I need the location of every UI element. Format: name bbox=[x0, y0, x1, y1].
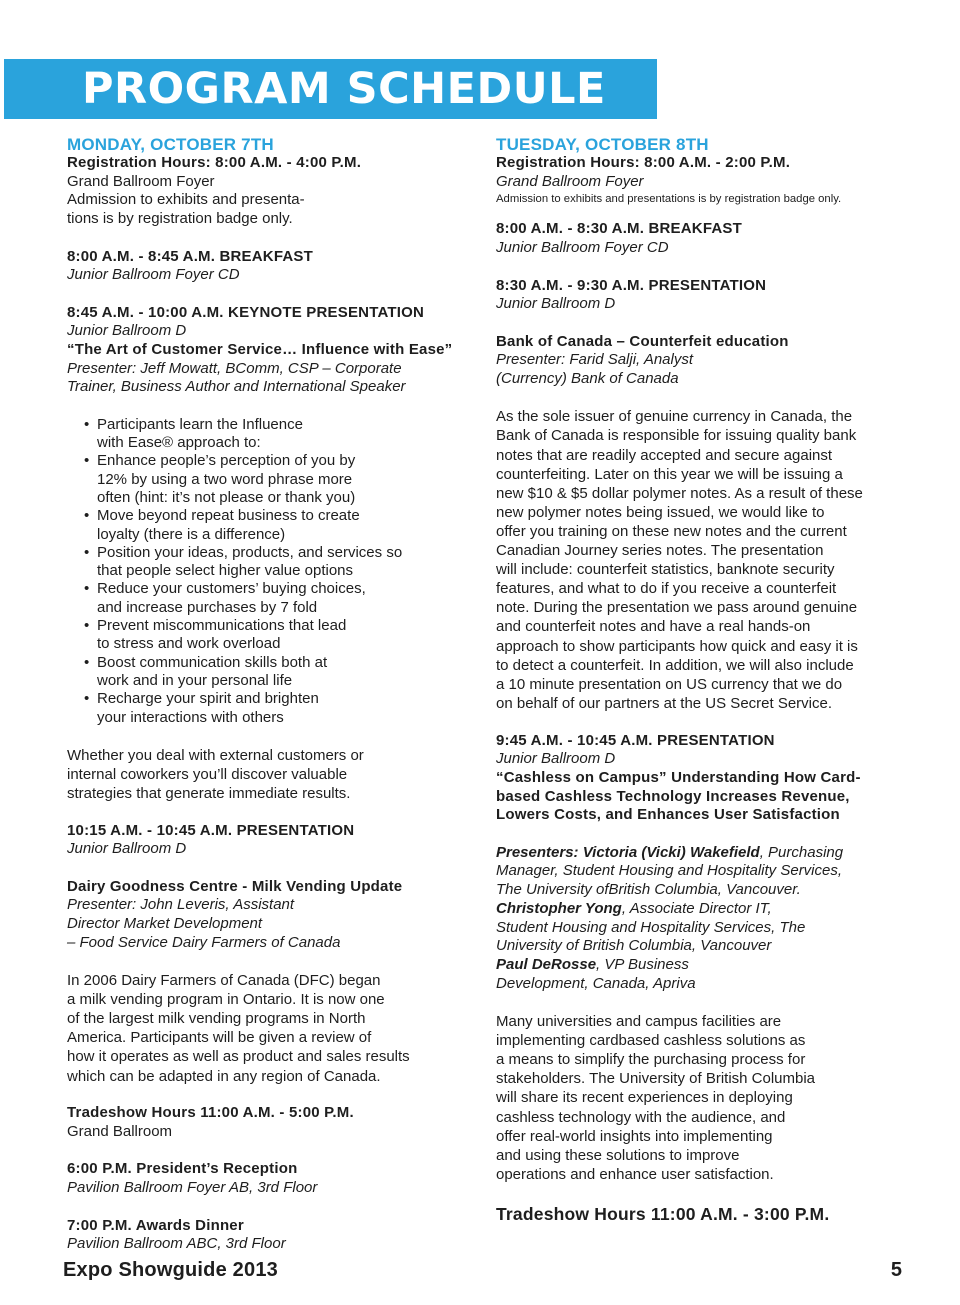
footer-title: Expo Showguide 2013 bbox=[63, 1259, 278, 1281]
dinner-location: Pavilion Ballroom ABC, 3rd Floor bbox=[67, 1235, 286, 1253]
dairy-presenter: Presenter: John Leveris, Assistant Director Market Development – Food Service Dairy Farmers of Canada bbox=[67, 896, 341, 951]
page-title: PROGRAM SCHEDULE bbox=[82, 64, 606, 114]
dairy-paragraph: In 2006 Dairy Farmers of Canada (DFC) began a milk vending program in Ontario. It is now one of the largest milk vending programs in North America. Participants will be given a review of how it operates as well as product and sales results which can be adapted in any region of Canada. bbox=[67, 972, 410, 1085]
keynote-bullet-list bbox=[67, 416, 487, 727]
monday-tradeshow-hours: Tradeshow Hours 11:00 A.M. - 5:00 P.M. bbox=[67, 1104, 354, 1122]
reception-location: Pavilion Ballroom Foyer AB, 3rd Floor bbox=[67, 1179, 318, 1197]
bank-presentation-time: 8:30 A.M. - 9:30 A.M. PRESENTATION bbox=[496, 276, 767, 294]
tuesday-admission: Admission to exhibits and presentations is by registration badge only. bbox=[496, 193, 842, 206]
keynote-paragraph: Whether you deal with external customers or internal coworkers you’ll discover valuable strategies that generate immediate results. bbox=[67, 746, 364, 802]
list-item: • Reduce your customers’ buying choices, and increase purchases by 7 fold bbox=[97, 580, 487, 617]
bank-paragraph: As the sole issuer of genuine currency in Canada, the Bank of Canada is responsible for issuing quality bank notes that are readily accepted and secure against counterfeiting. Later on this year we will be issuing a new $10 & $5 dollar polymer notes. As a result of these new polymer notes being issued, we would like to offer you training on these new notes and the current Canadian Journey series notes. The presentation will include: counterfeit statistics, banknote security features, and what to do if you receive a counterfeit note. During the presentation we pass around genuine and counterfeit notes and have a real hands-on approach to show participants how quick and easy it is to detect a counterfeit. In addition, we will also include a 10 minute presentation on US currency that we do on behalf of our partners at the US Secret Service. bbox=[496, 408, 863, 712]
dairy-presentation-location: Junior Ballroom D bbox=[67, 840, 187, 858]
monday-admission-line-1: Admission to exhibits and presenta- bbox=[67, 191, 305, 209]
monday-breakfast-location: Junior Ballroom Foyer CD bbox=[67, 266, 240, 284]
reception-time: 6:00 P.M. President’s Reception bbox=[67, 1160, 298, 1178]
tuesday-breakfast-time: 8:00 A.M. - 8:30 A.M. BREAKFAST bbox=[496, 220, 742, 238]
tuesday-tradeshow-hours: Tradeshow Hours 11:00 A.M. - 3:00 P.M. bbox=[496, 1203, 830, 1224]
keynote-title: “The Art of Customer Service… Influence with Ease” bbox=[67, 341, 453, 358]
monday-admission-line-2: tions is by registration badge only. bbox=[67, 210, 293, 228]
cashless-presentation-time: 9:45 A.M. - 10:45 A.M. PRESENTATION bbox=[496, 731, 775, 749]
bank-presentation-title: Bank of Canada – Counterfeit education bbox=[496, 332, 789, 350]
list-item: • Participants learn the Influence with Ease® approach to: bbox=[97, 416, 487, 453]
cashless-presentation-title: “Cashless on Campus” Understanding How Card- based Cashless Technology Increases Revenue, Lowers Costs, and Enhances User Satisfaction bbox=[496, 768, 861, 824]
list-item: • Recharge your spirit and brighten your interactions with others bbox=[97, 690, 487, 727]
bank-presenter: Presenter: Farid Salji, Analyst (Currency) Bank of Canada bbox=[496, 351, 694, 387]
keynote-location: Junior Ballroom D bbox=[67, 322, 187, 340]
keynote-presenter-line-2: Trainer, Business Author and International Speaker bbox=[67, 378, 406, 396]
dinner-time: 7:00 P.M. Awards Dinner bbox=[67, 1216, 244, 1234]
cashless-presenters: Presenters: Victoria (Vicki) Wakefield, Purchasing Manager, Student Housing and Hospitality Services, The University ofBritish Columbia, Vancouver. Christopher Yong, Associate Director IT, Student Housing and Hospitality Services, The University of British Columbia, Vancouver Paul DeRosse, VP Business Development, Canada, Apriva bbox=[496, 843, 844, 992]
tuesday-column bbox=[496, 135, 916, 1225]
tuesday-registration-location: Grand Ballroom Foyer bbox=[496, 172, 644, 190]
list-item: • Boost communication skills both at work and in your personal life bbox=[97, 654, 487, 691]
keynote-time: 8:45 A.M. - 10:00 A.M. KEYNOTE PRESENTATION bbox=[67, 303, 424, 321]
keynote-presenter-line-1: Presenter: Jeff Mowatt, BComm, CSP – Corporate bbox=[67, 359, 402, 377]
list-item: • Enhance people’s perception of you by 12% by using a two word phrase more often (hint: it’s not please or thank you) bbox=[97, 452, 487, 507]
tuesday-heading: TUESDAY, OCTOBER 8TH bbox=[496, 135, 709, 154]
monday-tradeshow-location: Grand Ballroom bbox=[67, 1123, 173, 1141]
title-banner bbox=[4, 59, 657, 119]
tuesday-registration-hours: Registration Hours: 8:00 A.M. - 2:00 P.M. bbox=[496, 154, 791, 171]
list-item: • Prevent miscommunications that lead to stress and work overload bbox=[97, 617, 487, 654]
monday-heading: MONDAY, OCTOBER 7TH bbox=[67, 135, 274, 154]
list-item: • Move beyond repeat business to create loyalty (there is a difference) bbox=[97, 507, 487, 544]
dairy-presentation-title: Dairy Goodness Centre - Milk Vending Update bbox=[67, 877, 403, 895]
monday-registration-hours: Registration Hours: 8:00 A.M. - 4:00 P.M. bbox=[67, 154, 362, 171]
page-number: 5 bbox=[890, 1259, 902, 1281]
monday-registration-location: Grand Ballroom Foyer bbox=[67, 172, 215, 190]
cashless-presentation-location: Junior Ballroom D bbox=[496, 750, 616, 768]
list-item: • Position your ideas, products, and services so that people select higher value options bbox=[97, 544, 487, 581]
monday-breakfast-time: 8:00 A.M. - 8:45 A.M. BREAKFAST bbox=[67, 247, 313, 265]
dairy-presentation-time: 10:15 A.M. - 10:45 A.M. PRESENTATION bbox=[67, 821, 355, 839]
bank-presentation-location: Junior Ballroom D bbox=[496, 295, 616, 313]
monday-column bbox=[67, 135, 487, 1254]
cashless-paragraph: Many universities and campus facilities are implementing cardbased cashless solutions as a means to simplify the purchasing process for stakeholders. The University of British Columbia will share its recent experiences in deploying cashless technology with the audience, and offer real-world insights into implementing and using these solutions to improve operations and enhance user satisfaction. bbox=[496, 1013, 816, 1183]
tuesday-breakfast-location: Junior Ballroom Foyer CD bbox=[496, 239, 669, 257]
